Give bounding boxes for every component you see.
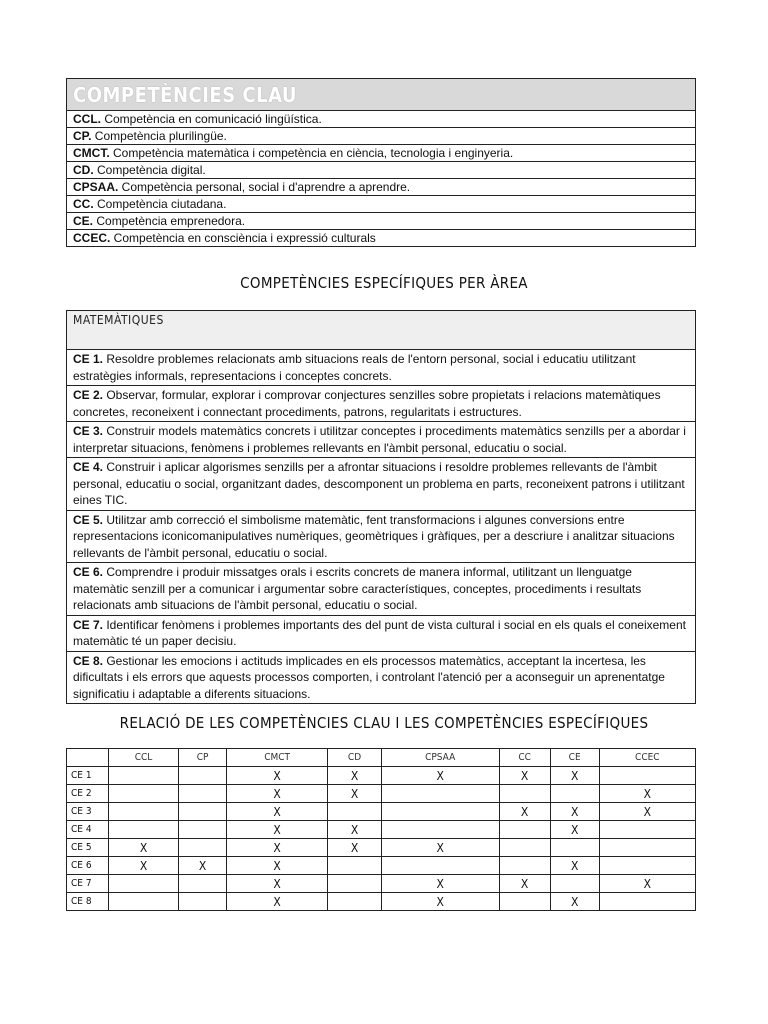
specific-competence-text: Construir models matemàtics concrets i utilitzar conceptes i procediments matemàtics senzills per a abordar i interpretar situacions, fenòmens i problemes rellevants en l'àmbit personal, educatiu o social. — [73, 424, 686, 455]
relation-mark — [179, 875, 227, 893]
math-competence-row — [67, 386, 696, 422]
specific-competences-title: COMPETÈNCIES ESPECÍFIQUES PER ÀREA — [240, 274, 528, 292]
specific-competence-text: Construir i aplicar algorismes senzills per a afrontar situacions i resoldre problemes rellevants de l'àmbit personal, educatiu o social, organitzant dades, descomponent un problema en parts, reconeixent patrons i utilitzant eines TIC. — [73, 460, 685, 507]
relation-row — [67, 821, 696, 839]
relation-mark: X — [499, 803, 550, 821]
relation-mark: X — [599, 803, 695, 821]
competence-code: CCL. — [73, 112, 101, 126]
column-header: CC — [499, 749, 550, 767]
relation-mark — [109, 893, 179, 911]
relation-mark: X — [328, 821, 382, 839]
specific-competence-text: Utilitzar amb correcció el simbolisme matemàtic, fent transformacions i algunes conversions entre representacions iconicomanipulatives numèriques, geomètriques i gràfiques, per a descriure i analitzar situacions rellevants de l'àmbit personal, educatiu o social. — [73, 512, 675, 560]
competence-code: CCEC. — [73, 231, 111, 245]
relation-title: RELACIÓ DE LES COMPETÈNCIES CLAU I LES COMPETÈNCIES ESPECÍFIQUES — [119, 714, 649, 732]
specific-competence-code: CE 6. — [73, 565, 104, 579]
relation-mark — [599, 767, 695, 785]
column-header: CMCT — [227, 749, 328, 767]
row-label: CE 8 — [67, 893, 109, 911]
specific-competence-code: CE 1. — [73, 352, 104, 366]
key-competence-row — [67, 179, 696, 196]
relation-mark — [179, 767, 227, 785]
relation-mark: X — [227, 839, 328, 857]
relation-mark — [499, 893, 550, 911]
relation-mark — [499, 821, 550, 839]
math-competence-row — [67, 615, 696, 651]
relation-mark — [381, 821, 499, 839]
specific-competence-text: Comprendre i produir missatges orals i escrits concrets de manera informal, utilitzant un llenguatge matemàtic senzill per a comunicar i argumentar sobre característiques, conceptes, procediments i resultats relacionats amb situacions de l'àmbit personal, educatiu o social. — [73, 565, 642, 612]
math-competence-cell — [67, 615, 696, 651]
relation-mark: X — [499, 767, 550, 785]
math-competence-row — [67, 350, 696, 386]
key-competence-cell — [67, 179, 696, 196]
relation-row — [67, 893, 696, 911]
relation-mark — [109, 875, 179, 893]
math-competence-cell — [67, 563, 696, 616]
key-competence-row — [67, 230, 696, 247]
relation-row — [67, 857, 696, 875]
column-header: CCEC — [599, 749, 695, 767]
relation-row — [67, 875, 696, 893]
specific-competence-text: Identificar fenòmens i problemes importants des del punt de vista cultural i social en els quals el coneixement matemàtic té un paper decisiu. — [73, 617, 686, 648]
relation-mark — [328, 803, 382, 821]
key-competences-title: COMPETÈNCIES CLAU — [67, 79, 696, 111]
relation-mark — [109, 785, 179, 803]
competence-text: Competència en comunicació lingüística. — [101, 112, 322, 126]
relation-mark: X — [550, 767, 599, 785]
relation-mark — [328, 893, 382, 911]
column-header: CCL — [109, 749, 179, 767]
relation-mark: X — [109, 857, 179, 875]
key-competence-row — [67, 162, 696, 179]
relation-mark — [550, 839, 599, 857]
relation-mark: X — [381, 839, 499, 857]
relation-mark: X — [227, 767, 328, 785]
relation-mark: X — [499, 875, 550, 893]
competence-code: CD. — [73, 163, 94, 177]
relation-mark — [179, 785, 227, 803]
relation-row — [67, 803, 696, 821]
relation-mark: X — [227, 857, 328, 875]
relation-mark: X — [328, 767, 382, 785]
specific-competence-text: Resoldre problemes relacionats amb situacions reals de l'entorn personal, social i educatiu utilitzant estratègies informals, representacions i conceptes concrets. — [73, 352, 636, 383]
relation-mark — [599, 893, 695, 911]
key-competence-cell — [67, 111, 696, 128]
competence-text: Competència emprenedora. — [93, 214, 246, 228]
specific-competence-code: CE 7. — [73, 617, 104, 632]
key-competence-cell — [67, 128, 696, 145]
key-competence-cell — [67, 162, 696, 179]
relation-mark: X — [328, 785, 382, 803]
column-header: CP — [179, 749, 227, 767]
relation-mark — [599, 839, 695, 857]
math-competence-cell — [67, 386, 696, 422]
specific-competence-text: Gestionar les emocions i actituds implicades en els processos matemàtics, acceptant la incertesa, les dificultats i els errors que aquests processos comporten, i controlant l'atenció per a aconseguir un aprenentatge significatiu i adaptable a diferents situacions. — [73, 653, 665, 701]
relation-mark: X — [599, 875, 695, 893]
relation-mark — [179, 821, 227, 839]
relation-row — [67, 839, 696, 857]
relation-mark: X — [381, 875, 499, 893]
key-competence-row — [67, 128, 696, 145]
competence-text: Competència matemàtica i competència en ciència, tecnologia i enginyeria. — [109, 146, 514, 160]
relation-mark — [328, 857, 382, 875]
math-competence-cell — [67, 422, 696, 458]
relation-mark — [179, 803, 227, 821]
relation-mark — [550, 875, 599, 893]
relation-mark: X — [550, 803, 599, 821]
relation-mark — [328, 875, 382, 893]
relation-mark — [499, 785, 550, 803]
competence-code: CMCT. — [73, 146, 110, 160]
math-competence-row — [67, 510, 696, 563]
key-competence-row — [67, 196, 696, 213]
row-label: CE 5 — [67, 839, 109, 857]
relation-mark: X — [328, 839, 382, 857]
row-label: CE 7 — [67, 875, 109, 893]
math-title: MATEMÀTIQUES — [67, 311, 696, 350]
relation-mark: X — [550, 821, 599, 839]
relation-grid — [66, 748, 696, 911]
relation-mark: X — [381, 893, 499, 911]
math-competence-row — [67, 422, 696, 458]
relation-mark — [381, 857, 499, 875]
relation-mark: X — [550, 857, 599, 875]
specific-competence-code: CE 5. — [73, 512, 104, 527]
key-competence-cell — [67, 230, 696, 247]
competence-text: Competència plurilingüe. — [91, 129, 227, 143]
row-label: CE 1 — [67, 767, 109, 785]
math-competence-cell — [67, 350, 696, 386]
math-competence-row — [67, 458, 696, 511]
competence-text: Competència ciutadana. — [93, 197, 227, 211]
specific-competence-code: CE 2. — [73, 388, 104, 402]
competence-text: Competència en consciència i expressió culturals — [110, 231, 376, 245]
relation-mark — [599, 821, 695, 839]
key-competence-row — [67, 111, 696, 128]
competence-code: CPSAA. — [73, 180, 119, 194]
row-label: CE 2 — [67, 785, 109, 803]
key-competence-cell — [67, 213, 696, 230]
math-competence-row — [67, 563, 696, 616]
corner-cell — [67, 749, 109, 767]
relation-row — [67, 767, 696, 785]
relation-mark: X — [550, 893, 599, 911]
relation-mark — [550, 785, 599, 803]
key-competence-cell — [67, 196, 696, 213]
competence-code: CP. — [73, 129, 92, 143]
relation-mark — [499, 857, 550, 875]
relation-mark: X — [227, 875, 328, 893]
column-header: CD — [328, 749, 382, 767]
specific-competence-code: CE 8. — [73, 653, 104, 668]
relation-mark: X — [109, 839, 179, 857]
relation-mark: X — [179, 857, 227, 875]
relation-mark: X — [227, 803, 328, 821]
relation-mark: X — [227, 893, 328, 911]
competence-text: Competència digital. — [93, 163, 206, 177]
key-competences-table — [66, 78, 696, 247]
relation-mark: X — [599, 785, 695, 803]
relation-mark — [109, 821, 179, 839]
relation-mark — [109, 767, 179, 785]
competence-code: CC. — [73, 197, 94, 211]
math-competence-cell — [67, 458, 696, 511]
specific-competence-code: CE 3. — [73, 424, 104, 438]
relation-mark: X — [381, 767, 499, 785]
key-competence-row — [67, 213, 696, 230]
specific-competence-code: CE 4. — [73, 460, 104, 474]
relation-mark — [179, 893, 227, 911]
key-competence-row — [67, 145, 696, 162]
math-competence-cell — [67, 510, 696, 563]
row-label: CE 3 — [67, 803, 109, 821]
relation-mark — [381, 785, 499, 803]
row-label: CE 4 — [67, 821, 109, 839]
relation-mark — [109, 803, 179, 821]
key-competence-cell — [67, 145, 696, 162]
relation-mark — [499, 839, 550, 857]
column-header: CPSAA — [381, 749, 499, 767]
column-header: CE — [550, 749, 599, 767]
relation-mark — [599, 857, 695, 875]
relation-row — [67, 785, 696, 803]
relation-mark — [179, 839, 227, 857]
math-competence-row — [67, 651, 696, 704]
relation-mark — [381, 803, 499, 821]
relation-mark: X — [227, 821, 328, 839]
relation-mark: X — [227, 785, 328, 803]
math-competences-table — [66, 310, 696, 704]
competence-text: Competència personal, social i d'aprendre a aprendre. — [118, 180, 411, 194]
row-label: CE 6 — [67, 857, 109, 875]
specific-competence-text: Observar, formular, explorar i comprovar conjectures senzilles sobre propietats i relacions matemàtiques concretes, reconeixent i connectant procediments, patrons, regularitats i estructures. — [73, 388, 661, 419]
competence-code: CE. — [73, 214, 94, 228]
math-competence-cell — [67, 651, 696, 704]
